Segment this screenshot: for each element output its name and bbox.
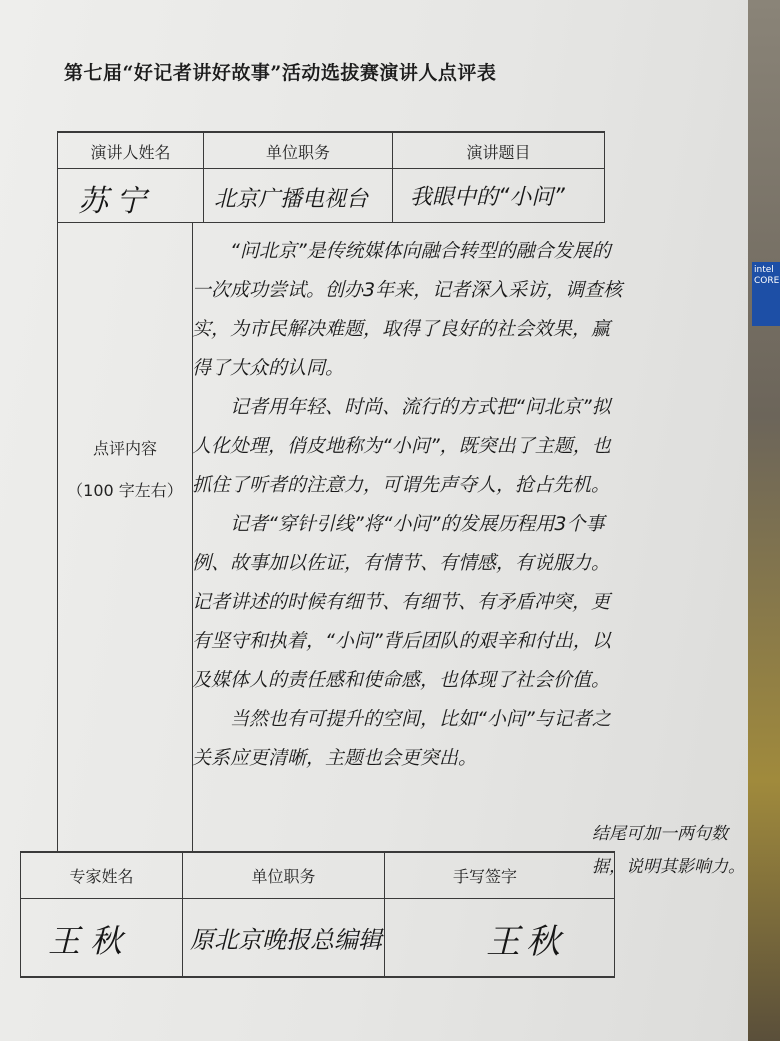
comment-label: 点评内容: [92, 439, 157, 458]
comment-paragraph: 记者用年轻、时尚、流行的方式把“问北京”拟人化处理，俏皮地称为“小问”，既突出了主题，也抓住了听者的注意力，可谓先声夺人，抢占先机。: [192, 396, 611, 496]
expert-name-header: 专家姓名: [69, 867, 134, 886]
side-note: 结尾可加一两句数据，说明其影响力。: [592, 824, 745, 877]
expert-signature: 王秋: [486, 922, 566, 962]
speaker-name-header: 演讲人姓名: [90, 143, 171, 162]
comment-paragraph: 记者“穿针引线”将“小问”的发展历程用3个事例、故事加以佐证，有情节、有情感，有说服力。记者讲述的时候有细节、有细节、有矛盾冲突，更有坚守和执着，“小问”背后团队的艰辛和付出，以及媒体人的责任感和使命感，也体现了社会价值。: [192, 513, 611, 691]
speech-title-header: 演讲题目: [466, 143, 531, 162]
signature-header: 手写签字: [452, 867, 517, 886]
expert-unit-header: 单位职务: [251, 867, 316, 886]
speaker-unit-value: 北京广播电视台: [214, 187, 369, 212]
form-title: 第七届“好记者讲好故事”活动选拔赛演讲人点评表: [64, 62, 497, 84]
comment-hint: （100 字左右）: [67, 481, 183, 500]
expert-unit-value: 原北京晚报总编辑: [190, 926, 382, 954]
background-desk: [748, 0, 780, 1041]
comment-paragraph: 当然也有可提升的空间，比如“小问”与记者之关系应更清晰，主题也会更突出。: [192, 708, 611, 769]
unit-position-header: 单位职务: [265, 143, 330, 162]
speaker-name-value: 苏宁: [78, 184, 154, 219]
expert-name-value: 王秋: [48, 922, 133, 960]
comment-text: [192, 232, 628, 778]
intel-sticker: intel CORE: [752, 262, 780, 326]
speaker-topic-value: 我眼中的“小问”: [410, 185, 565, 210]
comment-paragraph: “问北京”是传统媒体向融合转型的融合发展的一次成功尝试。创办3年来，记者深入采访，调查核实，为市民解决难题，取得了良好的社会效果，赢得了大众的认同。: [192, 240, 623, 379]
